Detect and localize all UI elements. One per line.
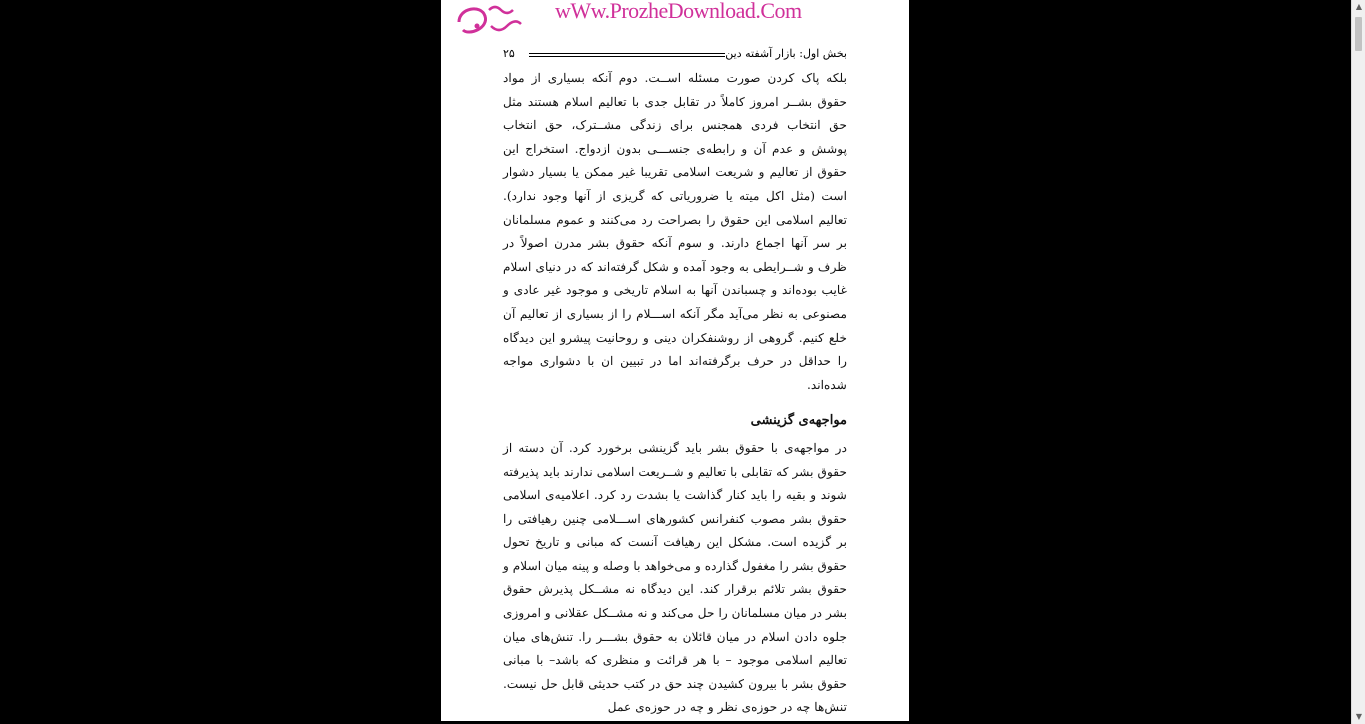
page-number: ۲۵	[503, 47, 515, 60]
section-heading: مواجهه‌ی گزینشی	[750, 413, 847, 429]
running-title: بخش اول: بازار آشفته دین	[725, 47, 847, 60]
paragraph: بلکه پاک کردن صورت مسئله اســت. دوم آنکه بسیاری از مواد حقوق بشــر امروز کاملاً در تقابل جدی با تعالیم اسلام هستند مثل حق انتخاب فردی همجنس برای زندگی مشــترک، حق انتخاب پوشش و عدم آن و رابطه‌ی جنســـی بدون ازدواج. استخراج این حقوق از تعالیم و شریعت اسلامی تقریبا غیر ممکن یا بسیار دشوار است (مثل اکل میته یا ضروریاتی که گریزی از آنها وجود ندارد). تعالیم اسلامی این حقوق را بصراحت رد می‌کنند و عموم مسلمانان بر سر آنها اجماع دارند. و سوم آنکه حقوق بشر مدرن اصولاً در ظرف و شــرایطی به وجود آمده و شکل گرفته‌اند که در دنیای اسلام غایب بوده‌اند و چسباندن آنها به اسلام تاریخی و موجود غیر عادی و مصنوعی به نظر می‌آید مگر آنکه اســـلام را از بسیاری از تعالیم آن خلع کنیم. گروهی از روشنفکران دینی و روحانیت پیشرو این دیدگاه را حداقل در حرف برگرفته‌اند اما در تبیین ان با دشواری مواجه شده‌اند.	[503, 71, 847, 392]
scroll-down-icon[interactable]: ▼	[1355, 712, 1363, 721]
scroll-up-icon[interactable]: ▲	[1355, 2, 1363, 11]
running-header	[503, 47, 847, 63]
site-url: wWw.ProzheDownload.Com	[555, 0, 802, 23]
paragraph: در مواجهه‌ی با حقوق بشر باید گزینشی برخورد کرد. آن دسته از حقوق بشر که تقابلی با تعالیم و شــریعت اسلامی ندارند باید پذیرفته شوند و بقیه را باید کنار گذاشت یا بشدت رد کرد. اعلامیه‌ی اسلامی حقوق بشر مصوب کنفرانس کشورهای اســـلامی چنین رهیافتی را بر گزیده است. مشکل این رهیافت آنست که مبانی و تاریخ تحول حقوق بشر را مغفول گذارده و می‌خواهد با وصله و پینه میان اسلام و حقوق بشر تلائم برقرار کند. این دیدگاه نه مشــکل پذیرش حقوق بشر در میان مسلمانان را حل می‌کند و نه مشــکل عقلانی و امروزی جلوه دادن اسلام در میان قائلان به حقوق بشـــر را. تنش‌های میان تعالیم اسلامی موجود – با هر قرائت و منظری که باشد– با مبانی حقوق بشر با بیرون کشیدن چند حق در کتب حدیثی قابل حل نیست. تنش‌ها چه در حوزه‌ی نظر و چه در حوزه‌ی عمل	[503, 440, 847, 715]
header-rule	[529, 53, 725, 57]
site-logo	[455, 0, 525, 40]
body-text	[503, 67, 847, 720]
vertical-scrollbar[interactable]	[1351, 0, 1365, 724]
document-page	[441, 0, 909, 721]
scrollbar-thumb[interactable]	[1355, 17, 1362, 51]
